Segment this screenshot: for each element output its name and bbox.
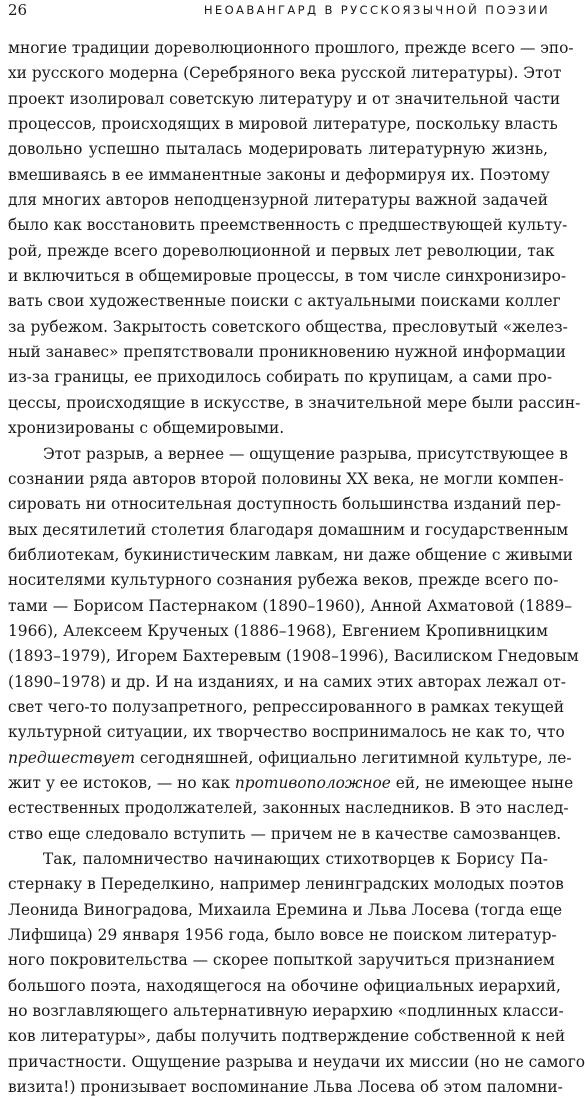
- running-title: НЕОАВАНГАРД В РУССКОЯЗЫЧНОЙ ПОЭЗИИ: [203, 3, 550, 17]
- text-line: свет чего-то полузапретного, репрессированного в рамках текущей: [8, 697, 565, 716]
- body-text: [8, 36, 585, 1100]
- text-line: рой, прежде всего дореволюционной и первых лет революции, так: [8, 241, 555, 260]
- text-line: библиотекам, букинистическим лавкам, ни даже общение с живыми: [8, 545, 573, 564]
- text-line: процессов, происходящих в мировой литературе, поскольку власть: [8, 115, 558, 134]
- text-line: причастности. Ощущение разрыва и неудачи их миссии (но не самого: [8, 1052, 585, 1071]
- text-line: сознании ряда авторов второй половины XX века, не могли компен-: [8, 469, 564, 488]
- text-line: тами — Борисом Пастернаком (1890–1960), Анной Ахматовой (1889–: [8, 596, 573, 615]
- text-line: Так, паломничество начинающих стихотворцев к Борису Па-: [43, 850, 548, 868]
- text-line: за рубежом. Закрытость советского общества, пресловутый «желез-: [8, 317, 568, 336]
- text-line: Этот разрыв, а вернее — ощущение разрыва, присутствующее в: [43, 444, 568, 463]
- text-line: естественных продолжателей, законных наследников. В это наслед-: [8, 799, 569, 818]
- text-line: и включиться в общемировые процессы, в том числе синхронизиро-: [8, 267, 567, 286]
- running-head: [8, 0, 548, 30]
- text-line: Леонида Виноградова, Михаила Еремина и Льва Лосева (тогда еще: [8, 900, 563, 919]
- text-line: большого поэта, находящегося на обочине официальных иерархий,: [8, 976, 561, 995]
- text-line: ный занавес» препятствовали проникновению нужной информации: [8, 343, 566, 362]
- text-line: 1966), Алексеем Крученых (1886–1968), Евгением Кропивницким: [8, 621, 548, 640]
- text-line: было как восстановить преемственность с предшествующей культу-: [8, 216, 568, 235]
- text-line: визита!) пронизывает воспоминание Льва Лосева об этом паломни-: [8, 1078, 563, 1097]
- page-number: 26: [8, 1, 28, 19]
- text-line: довольно успешно пыталась модерировать литературную жизнь,: [8, 140, 548, 159]
- text-line: культурной ситуации, их творчество воспринималось не как то, что: [8, 723, 565, 742]
- text-line: для многих авторов неподцензурной литературы важной задачей: [8, 191, 548, 210]
- text-line: проект изолировал советскую литературу и от значительной части: [8, 89, 561, 108]
- italic-phrase: предшествует: [8, 748, 136, 767]
- text-line: но возглавляющего альтернативную иерархию «подлинных класси-: [8, 1002, 564, 1021]
- text-run: жит у ее истоков, — но как: [8, 773, 235, 792]
- text-run: сегодняшней, официально легитимной культуре, ле-: [135, 748, 572, 767]
- text-line: (1893–1979), Игорем Бахтеревым (1908–1996), Василиском Гнедовым: [8, 647, 579, 666]
- text-line: вать свои художественные поиски с актуальными поисками коллег: [8, 292, 561, 311]
- text-line: ство еще следовало вступить — причем не в качестве самозванцев.: [8, 824, 562, 843]
- text-line: [8, 771, 574, 796]
- text-line: ков литературы», дабы получить подтверждение собственной к ней: [8, 1027, 566, 1046]
- text-line: многие традиции дореволюционного прошлого, прежде всего — эпо-: [8, 39, 574, 57]
- text-line: Лифшица) 29 января 1956 года, было вовсе не поиском литератур-: [8, 926, 557, 945]
- text-line: цессы, происходящие в искусстве, в значительной мере были рассин-: [8, 393, 581, 412]
- text-line: стернаку в Переделкино, например ленинградских молодых поэтов: [8, 875, 564, 894]
- italic-phrase: противоположное: [234, 773, 391, 792]
- text-line: из-за границы, ее приходилось собирать по крупицам, а сами про-: [8, 368, 553, 387]
- text-line: хронизированы с общемировыми.: [8, 419, 285, 438]
- text-line: носителями культурного сознания рубежа веков, прежде всего по-: [8, 571, 559, 590]
- text-run: ей, не имеющее ныне: [390, 773, 574, 792]
- text-line: хи русского модерна (Серебряного века русской литературы). Этот: [8, 64, 562, 83]
- text-line: вмешиваясь в ее имманентные законы и деформируя их. Поэтому: [8, 165, 550, 184]
- text-line: ного покровительства — скорее попыткой заручиться признанием: [8, 951, 555, 970]
- text-line: (1890–1978) и др. И на изданиях, и на самих этих авторах лежал от-: [8, 672, 566, 691]
- text-line: сировать ни относительная доступность большинства изданий пер-: [8, 495, 561, 514]
- text-line: [8, 746, 572, 771]
- text-line: вых десятилетий столетия благодаря домашним и государственным: [8, 520, 569, 539]
